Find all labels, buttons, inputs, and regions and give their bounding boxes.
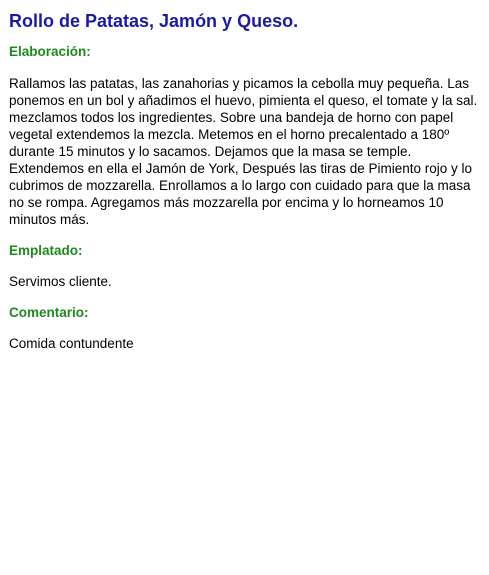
- elaboracion-text: Rallamos las patatas, las zanahorias y picamos la cebolla muy pequeña. Las ponemos en un bol y añadimos el huevo, pimienta el queso, el tomate y la sal. mezclamos todos los ingredientes. Sobre una bandeja de horno con papel vegetal extendemos la mezcla. Metemos en el horno precalentado a 180º durante 15 minutos y lo sacamos. Dejamos que la masa se temple. Extendemos en ella el Jamón de York, Después las tiras de Pimiento rojo y lo cubrimos de mozzarella. Enrollamos a lo largo con cuidado para que la masa no se rompa. Agregamos más mozzarella por encima y lo horneamos 10 minutos más.: [9, 76, 478, 227]
- comentario-text: Comida contundente: [9, 336, 134, 351]
- emplatado-heading: Emplatado:: [9, 243, 83, 258]
- emplatado-text: Servimos cliente.: [9, 274, 112, 289]
- elaboracion-heading: Elaboración:: [9, 44, 91, 59]
- comentario-heading: Comentario:: [9, 305, 89, 320]
- recipe-title: Rollo de Patatas, Jamón y Queso.: [9, 11, 299, 31]
